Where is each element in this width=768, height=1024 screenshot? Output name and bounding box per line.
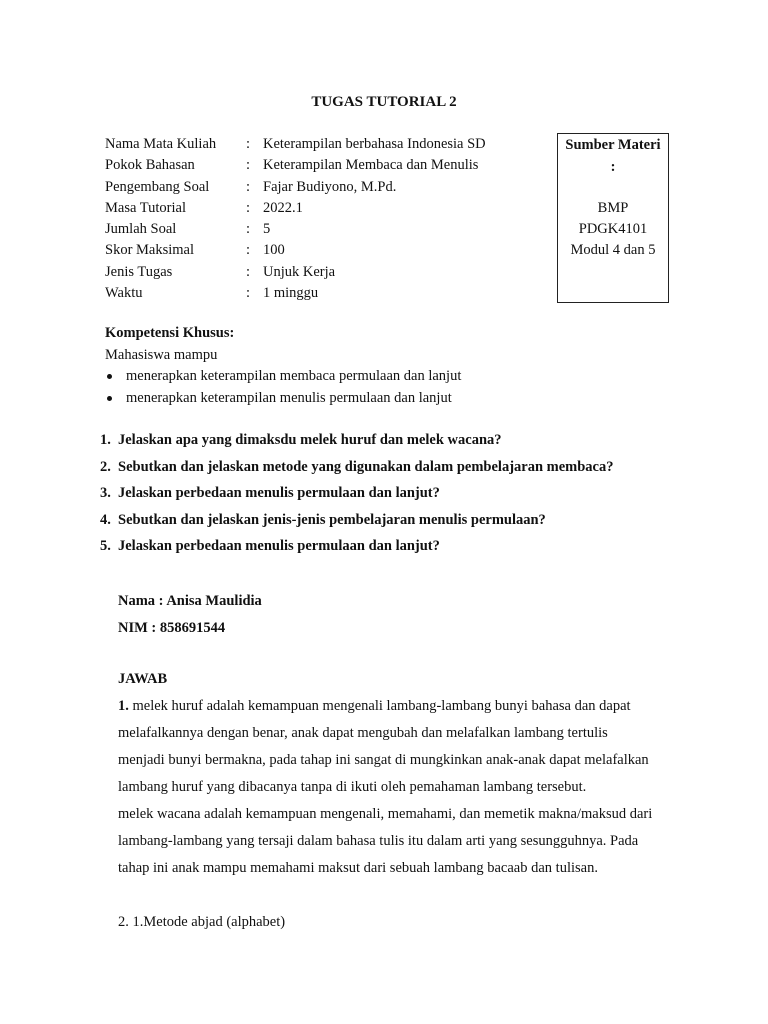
question-number: 5. [100, 538, 111, 554]
kompetensi-bullet-text: menerapkan keterampilan membaca permulaan dan lanjut [126, 368, 462, 384]
info-label: Jenis Tugas [105, 263, 173, 280]
info-row [105, 283, 486, 304]
info-row [105, 219, 486, 240]
sumber-colon: : [610, 159, 616, 175]
question-text: Sebutkan dan jelaskan jenis-jenis pembelajaran menulis permulaan? [118, 511, 546, 528]
sumber-line: Modul 4 dan 5 [570, 242, 656, 258]
info-table [105, 134, 486, 304]
info-row [105, 240, 486, 261]
info-label: Waktu [105, 285, 143, 302]
question-text: Jelaskan perbedaan menulis permulaan dan lanjut? [118, 485, 440, 501]
question-list [100, 427, 614, 560]
question-item [100, 533, 614, 560]
sumber-line: PDGK4101 [578, 221, 648, 237]
question-item [100, 507, 614, 534]
info-colon: : [246, 285, 251, 302]
kompetensi-section [105, 323, 461, 409]
sumber-heading: Sumber Materi [565, 137, 661, 153]
info-colon: : [246, 221, 251, 238]
answer-section [118, 666, 658, 936]
info-value: Unjuk Kerja [263, 263, 336, 280]
info-row [105, 155, 486, 176]
info-label: Pengembang Soal [105, 178, 210, 195]
info-label: Pokok Bahasan [105, 157, 195, 174]
info-label: Masa Tutorial [105, 199, 186, 216]
info-value: Keterampilan Membaca dan Menulis [263, 157, 479, 174]
student-nim: NIM : 858691544 [118, 620, 226, 636]
info-value: 1 minggu [263, 285, 319, 302]
answer-number: 1. [118, 698, 129, 714]
question-number: 3. [100, 485, 111, 501]
answer-paragraph [118, 693, 658, 801]
question-number: 1. [100, 432, 111, 448]
answer-heading: JAWAB [118, 671, 168, 687]
student-identity [118, 588, 262, 642]
bullet-dot-icon [107, 374, 112, 379]
question-item [100, 454, 614, 481]
kompetensi-intro: Mahasiswa mampu [105, 346, 218, 363]
question-number: 2. [100, 458, 111, 475]
info-colon: : [246, 263, 251, 280]
info-value: Fajar Budiyono, M.Pd. [263, 178, 397, 195]
kompetensi-bullet-text: menerapkan keterampilan menulis permulaan dan lanjut [126, 389, 452, 406]
sumber-line: BMP [597, 200, 629, 216]
kompetensi-bullet [105, 388, 461, 410]
info-colon: : [246, 157, 251, 174]
info-label: Nama Mata Kuliah [105, 136, 217, 152]
info-value: 5 [263, 221, 271, 238]
info-label: Jumlah Soal [105, 221, 177, 238]
info-colon: : [246, 242, 251, 259]
answer-text: melek huruf adalah kemampuan mengenali lambang-lambang bunyi bahasa dan dapat melafalkannya dengan benar, anak dapat mengubah dan melafalkan lambang tertulis menjadi bunyi bermakna, pada tahap ini sangat di mungkinkan anak-anak dapat melafalkan lambang huruf yang dibacanya tanpa di ikuti oleh pemahaman lambang tersebut. [118, 698, 649, 795]
info-row [105, 134, 486, 155]
info-label: Skor Maksimal [105, 242, 195, 259]
info-colon: : [246, 199, 251, 216]
info-colon: : [246, 178, 251, 195]
info-value: Keterampilan berbahasa Indonesia SD [263, 136, 486, 152]
sumber-materi-box [557, 133, 669, 303]
kompetensi-bullet [105, 366, 461, 388]
info-row [105, 177, 486, 198]
question-text: Sebutkan dan jelaskan metode yang digunakan dalam pembelajaran membaca? [118, 458, 614, 475]
info-row [105, 198, 486, 219]
question-text: Jelaskan perbedaan menulis permulaan dan lanjut? [118, 538, 440, 554]
answer-paragraph: melek wacana adalah kemampuan mengenali, memahami, dan memetik makna/maksud dari lambang-lambang yang tersaji dalam bahasa tulis itu dalam arti yang sesungguhnya. Pada tahap ini anak mampu memahami maksut dari sebuah lambang bacaab dan tulisan. [118, 806, 653, 876]
kompetensi-heading: Kompetensi Khusus: [105, 325, 235, 341]
question-text: Jelaskan apa yang dimaksdu melek huruf dan melek wacana? [118, 432, 502, 448]
question-item [100, 427, 614, 454]
info-value: 2022.1 [263, 199, 303, 216]
info-colon: : [246, 136, 251, 152]
answer-paragraph: 2. 1.Metode abjad (alphabet) [118, 914, 286, 930]
info-row [105, 262, 486, 283]
question-number: 4. [100, 511, 111, 528]
info-value: 100 [263, 242, 285, 259]
bullet-dot-icon [107, 396, 112, 401]
page-title: TUGAS TUTORIAL 2 [311, 94, 457, 110]
student-name: Nama : Anisa Maulidia [118, 593, 262, 609]
question-item [100, 480, 614, 507]
